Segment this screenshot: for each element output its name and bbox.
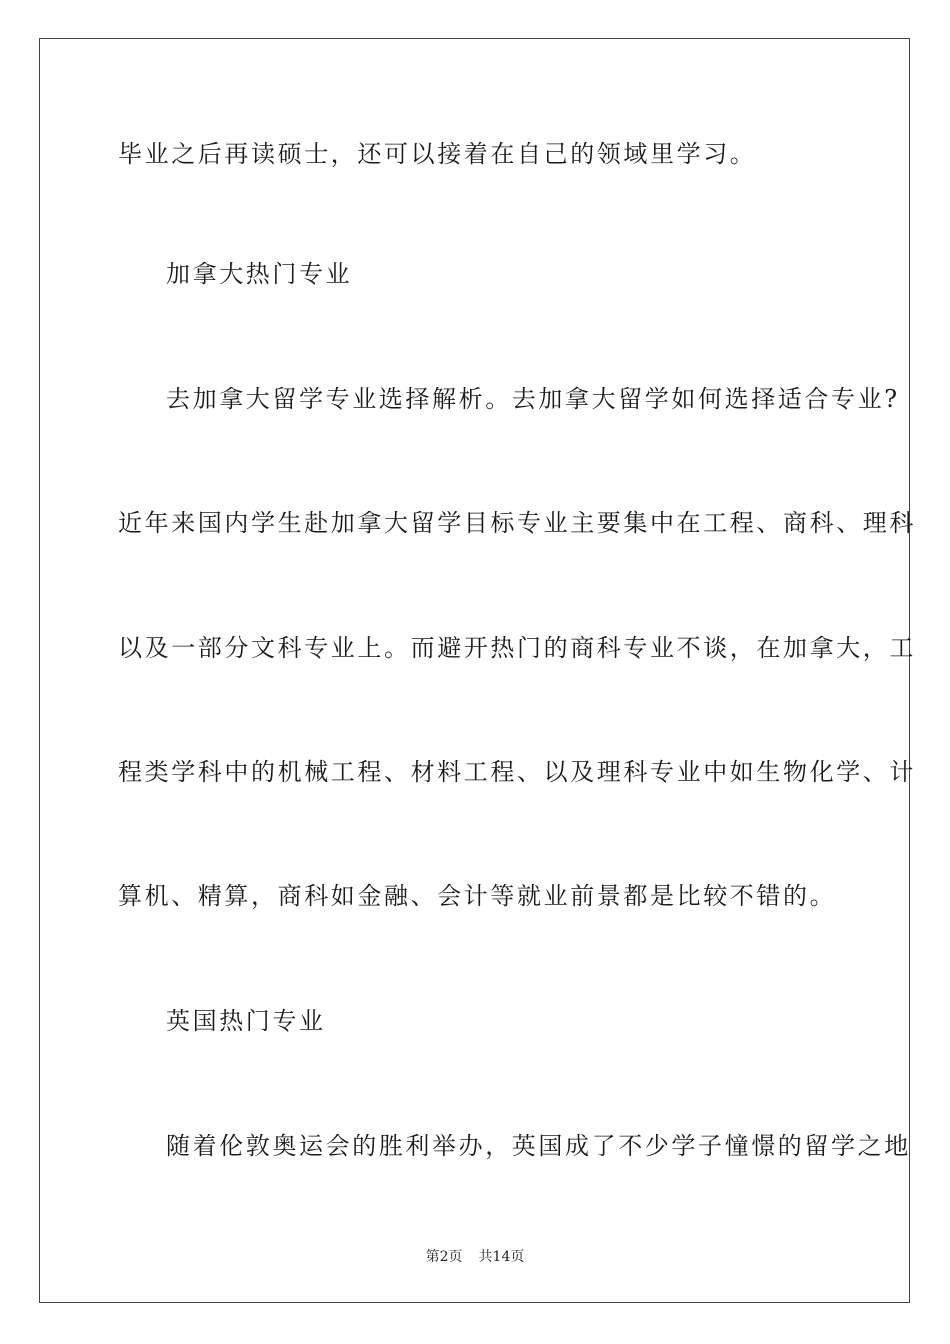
paragraph-line-1: 毕业之后再读硕士，还可以接着在自己的领域里学习。 — [118, 140, 757, 168]
paragraph-line-5: 以及一部分文科专业上。而避开热门的商科专业不谈，在加拿大，工 — [118, 634, 916, 662]
paragraph-line-4: 近年来国内学生赴加拿大留学目标专业主要集中在工程、商科、理科 — [118, 509, 916, 537]
page-border — [39, 38, 916, 1303]
paragraph-line-9: 随着伦敦奥运会的胜利举办，英国成了不少学子憧憬的留学之地 — [166, 1132, 911, 1160]
paragraph-line-7: 算机、精算，商科如金融、会计等就业前景都是比较不错的。 — [118, 882, 837, 910]
page-footer — [0, 1248, 950, 1266]
paragraph-line-6: 程类学科中的机械工程、材料工程、以及理科专业中如生物化学、计 — [118, 758, 916, 786]
section-heading-canada: 加拿大热门专业 — [166, 260, 353, 288]
page-number: 第2页 — [425, 1249, 463, 1265]
paragraph-line-3: 去加拿大留学专业选择解析。去加拿大留学如何选择适合专业? — [166, 385, 900, 413]
total-pages: 共14页 — [478, 1249, 525, 1265]
section-heading-uk: 英国热门专业 — [166, 1007, 326, 1035]
